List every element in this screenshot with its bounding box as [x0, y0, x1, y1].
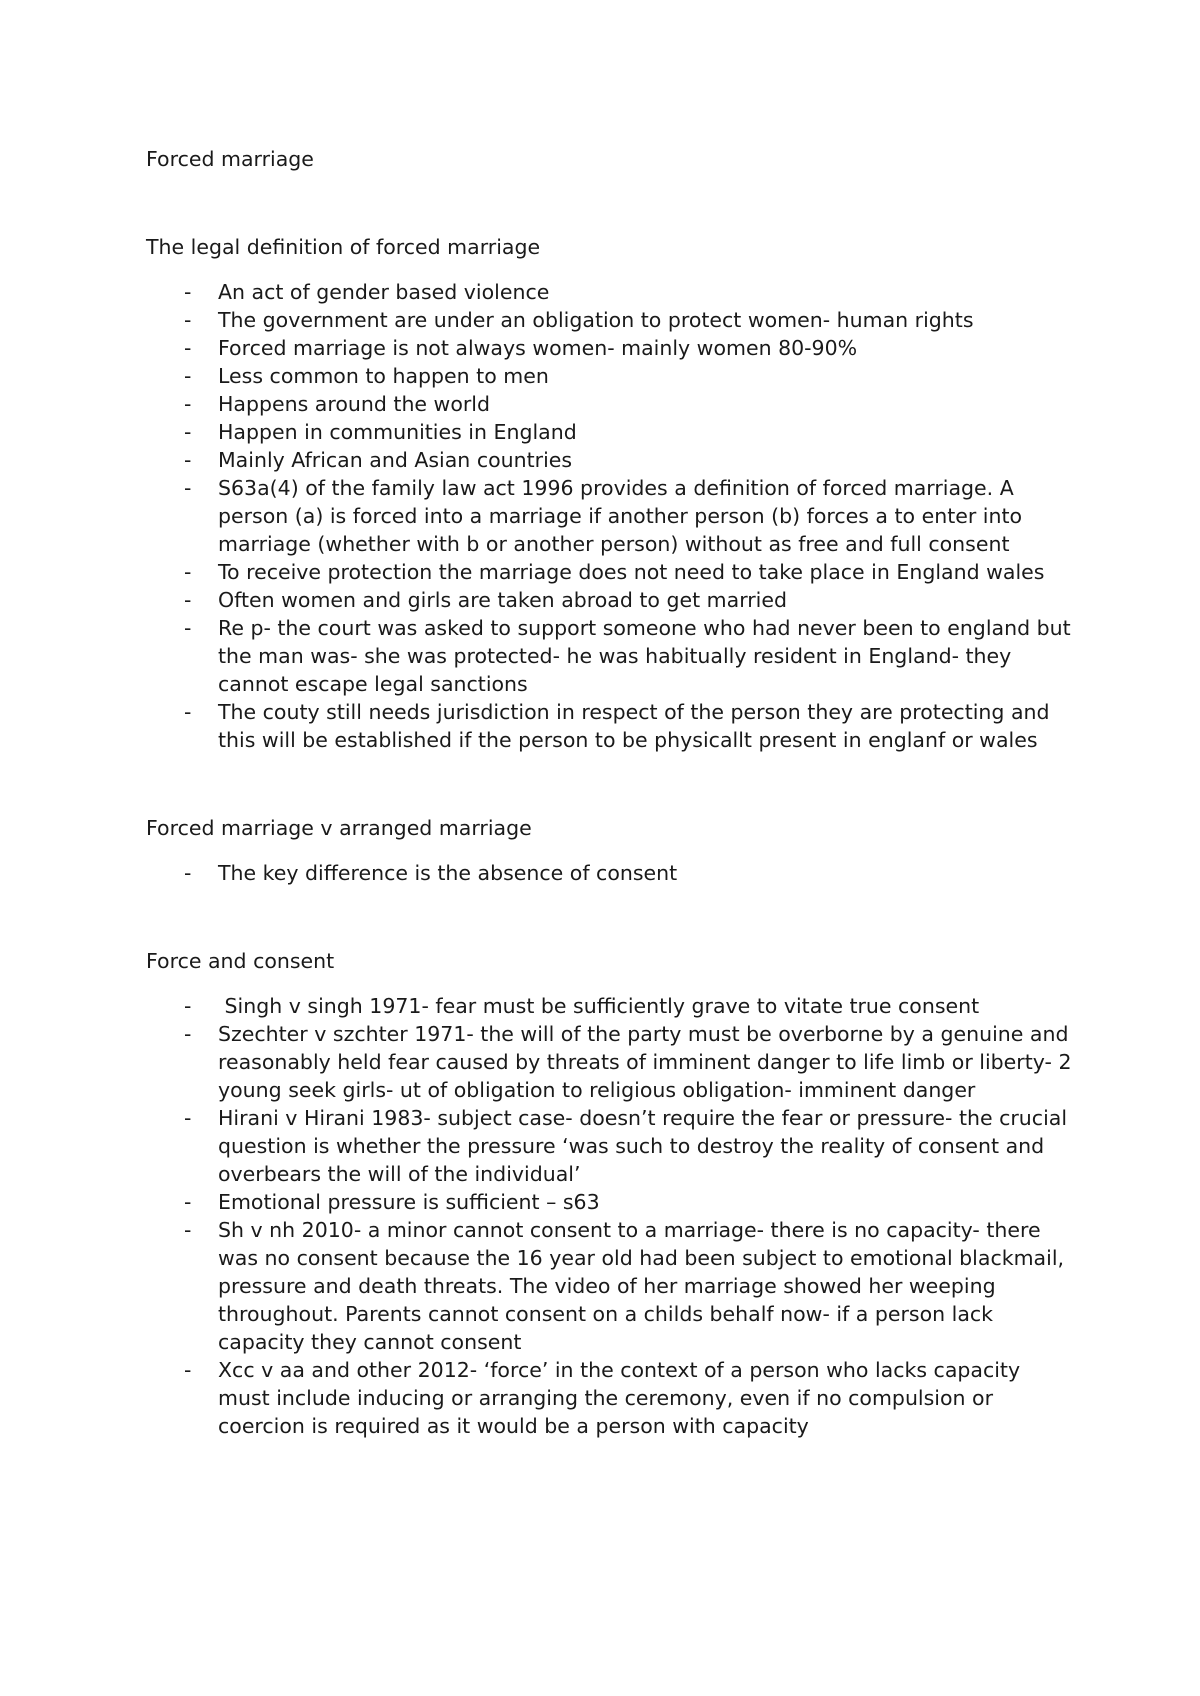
list-item-text: An act of gender based violence — [218, 280, 550, 304]
section-heading: Forced marriage v arranged marriage — [146, 816, 532, 840]
document-title: Forced marriage — [146, 147, 314, 171]
list-item — [146, 614, 1076, 698]
bullet-list — [146, 992, 1076, 1440]
bullet-dash: - — [184, 560, 192, 584]
list-item — [146, 992, 1076, 1020]
bullet-dash: - — [184, 588, 192, 612]
section-legal-definition — [146, 233, 1076, 754]
list-item — [146, 390, 1076, 418]
section-force-and-consent — [146, 947, 1076, 1440]
list-item — [146, 1216, 1076, 1356]
list-item-text: To receive protection the marriage does not need to take place in England wales — [218, 560, 1045, 584]
list-item — [146, 306, 1076, 334]
list-item-text: S63a(4) of the family law act 1996 provides a definition of forced marriage. A person (a) is forced into a marriage if another person (b) forces a to enter into marriage (whether with b or another person) without as free and full consent — [218, 476, 1023, 556]
bullet-list — [146, 278, 1076, 754]
list-item — [146, 859, 1076, 887]
list-item-text: Mainly African and Asian countries — [218, 448, 573, 472]
bullet-dash: - — [184, 420, 192, 444]
list-item-text: Singh v singh 1971- fear must be sufficiently grave to vitate true consent — [218, 994, 980, 1018]
bullet-dash: - — [184, 616, 192, 640]
bullet-dash: - — [184, 1190, 192, 1214]
list-item — [146, 362, 1076, 390]
section-forced-vs-arranged — [146, 814, 1076, 887]
list-item — [146, 558, 1076, 586]
list-item — [146, 586, 1076, 614]
list-item-text: Often women and girls are taken abroad to get married — [218, 588, 788, 612]
bullet-dash: - — [184, 308, 192, 332]
list-item-text: Less common to happen to men — [218, 364, 549, 388]
document-content — [146, 145, 1076, 1440]
bullet-dash: - — [184, 700, 192, 724]
bullet-dash: - — [184, 392, 192, 416]
list-item-text: The key difference is the absence of consent — [218, 861, 678, 885]
bullet-dash: - — [184, 994, 192, 1018]
list-item-text: The government are under an obligation to protect women- human rights — [218, 308, 974, 332]
list-item-text: Forced marriage is not always women- mainly women 80-90% — [218, 336, 858, 360]
bullet-list — [146, 859, 1076, 887]
bullet-dash: - — [184, 280, 192, 304]
list-item-text: Sh v nh 2010- a minor cannot consent to a marriage- there is no capacity- there was no consent because the 16 year old had been subject to emotional blackmail, pressure and death threats. The video of her marriage showed her weeping throughout. Parents cannot consent on a childs behalf now- if a person lack capacity they cannot consent — [218, 1218, 1065, 1354]
bullet-dash: - — [184, 861, 192, 885]
list-item — [146, 334, 1076, 362]
list-item-text: Xcc v aa and other 2012- ‘force’ in the context of a person who lacks capacity must include inducing or arranging the ceremony, even if no compulsion or coercion is required as it would be a person with capacity — [218, 1358, 1021, 1438]
list-item-text: Happen in communities in England — [218, 420, 577, 444]
bullet-dash: - — [184, 364, 192, 388]
section-heading: The legal definition of forced marriage — [146, 235, 541, 259]
section-heading: Force and consent — [146, 949, 335, 973]
list-item — [146, 1104, 1076, 1188]
bullet-dash: - — [184, 1022, 192, 1046]
list-item — [146, 698, 1076, 754]
list-item-text: Re p- the court was asked to support someone who had never been to england but the man was- she was protected- he was habitually resident in England- they cannot escape legal sanctions — [218, 616, 1071, 696]
bullet-dash: - — [184, 476, 192, 500]
list-item — [146, 446, 1076, 474]
bullet-dash: - — [184, 1218, 192, 1242]
bullet-dash: - — [184, 448, 192, 472]
list-item — [146, 1188, 1076, 1216]
list-item-text: Hirani v Hirani 1983- subject case- doesn’t require the fear or pressure- the crucial question is whether the pressure ‘was such to destroy the reality of consent and overbears the will of the individual’ — [218, 1106, 1068, 1186]
list-item — [146, 418, 1076, 446]
bullet-dash: - — [184, 336, 192, 360]
list-item — [146, 278, 1076, 306]
bullet-dash: - — [184, 1358, 192, 1382]
bullet-dash: - — [184, 1106, 192, 1130]
list-item — [146, 1020, 1076, 1104]
list-item-text: Szechter v szchter 1971- the will of the party must be overborne by a genuine and reasonably held fear caused by threats of imminent danger to life limb or liberty- 2 young seek girls- ut of obligation to religious obligation- imminent danger — [218, 1022, 1072, 1102]
list-item-text: The couty still needs jurisdiction in respect of the person they are protecting and this will be established if the person to be physicallt present in englanf or wales — [218, 700, 1050, 752]
list-item — [146, 474, 1076, 558]
list-item-text: Happens around the world — [218, 392, 491, 416]
list-item — [146, 1356, 1076, 1440]
list-item-text: Emotional pressure is sufficient – s63 — [218, 1190, 600, 1214]
